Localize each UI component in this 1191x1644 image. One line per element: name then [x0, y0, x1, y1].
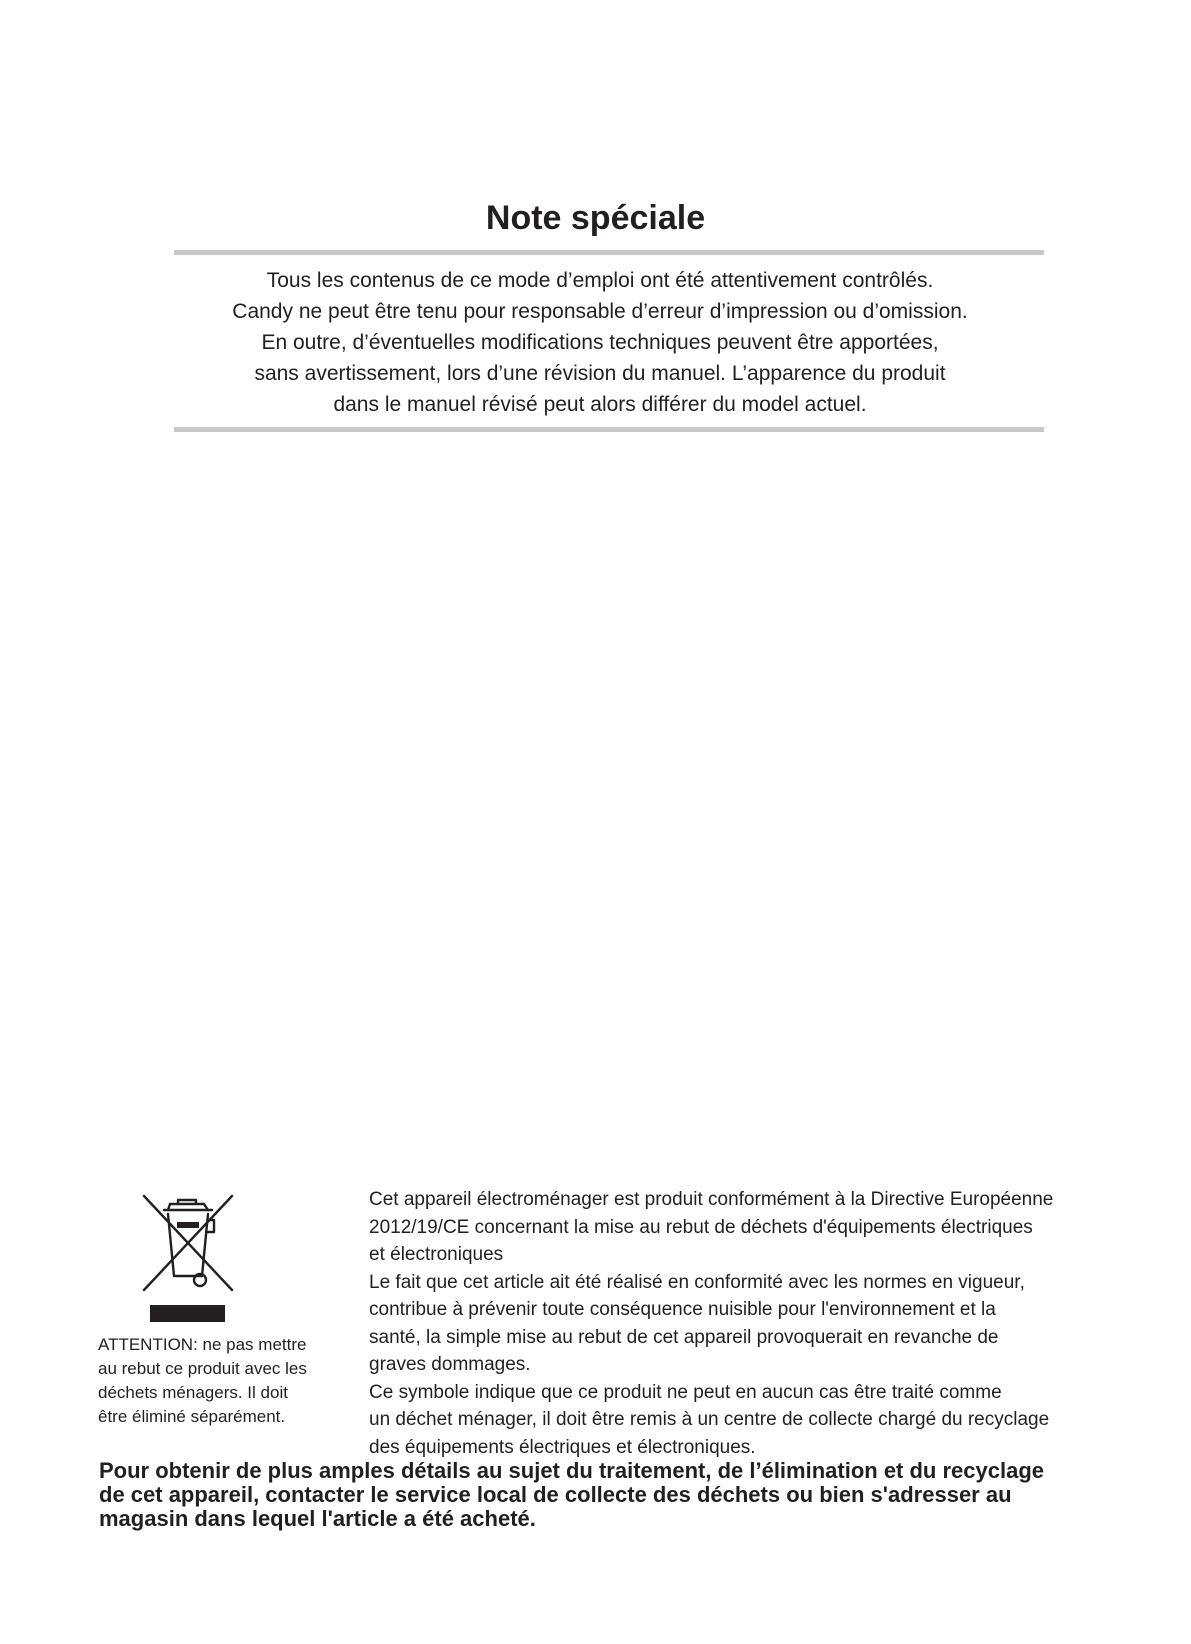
- directive-line: Cet appareil électroménager est produit conformément à la Directive Européenne: [369, 1189, 1054, 1210]
- attention-line: être éliminé séparément.: [98, 1407, 286, 1426]
- directive-line: et électroniques: [369, 1244, 504, 1265]
- directive-line: 2012/19/CE concernant la mise au rebut de déchets d'équipements électriques: [369, 1216, 1033, 1238]
- directive-line: Le fait que cet article ait été réalisé en conformité avec les normes en vigueur,: [369, 1271, 1025, 1293]
- notice-line: Candy ne peut être tenu pour responsable d’erreur d’impression ou d’omission.: [232, 300, 968, 323]
- crossed-out-wheeled-bin-icon: [140, 1190, 236, 1294]
- notice-line: En outre, d’éventuelles modifications techniques peuvent être apportées,: [261, 331, 939, 354]
- footer-line: de cet appareil, contacter le service local de collecte des déchets ou bien s'adresser au: [99, 1482, 1012, 1507]
- attention-line: déchets ménagers. Il doit: [98, 1383, 288, 1402]
- directive-line: graves dommages.: [369, 1354, 531, 1375]
- directive-line: un déchet ménager, il doit être remis à un centre de collecte chargé du recyclage: [369, 1409, 1050, 1430]
- directive-text: [369, 1186, 1129, 1461]
- bottom-divider: [174, 427, 1044, 432]
- attention-line: au rebut ce produit avec les: [98, 1359, 307, 1378]
- directive-line: santé, la simple mise au rebut de cet appareil provoquerait en revanche de: [369, 1326, 999, 1348]
- directive-line: Ce symbole indique que ce produit ne peut en aucun cas être traité comme: [369, 1381, 1002, 1403]
- attention-line: ATTENTION: ne pas mettre: [98, 1335, 307, 1354]
- footer-line: magasin dans lequel l'article a été acheté.: [99, 1506, 536, 1531]
- notice-line: dans le manuel révisé peut alors différer du model actuel.: [333, 393, 867, 416]
- footer-line: Pour obtenir de plus amples détails au sujet du traitement, de l’élimination et du recyclage: [99, 1458, 1045, 1483]
- notice-line: sans avertissement, lors d’une révision du manuel. L’apparence du produit: [254, 362, 946, 385]
- recycling-footer: [99, 1459, 1149, 1531]
- special-notice: [150, 265, 1050, 420]
- directive-line: contribue à prévenir toute conséquence nuisible pour l'environnement et la: [369, 1299, 996, 1320]
- page-title: Note spéciale: [485, 199, 706, 237]
- directive-line: des équipements électriques et électroniques.: [369, 1436, 756, 1458]
- attention-text: [98, 1333, 348, 1429]
- top-divider: [174, 250, 1044, 255]
- weee-bar-marker: [150, 1305, 225, 1322]
- notice-line: Tous les contenus de ce mode d’emploi ont été attentivement contrôlés.: [266, 269, 934, 292]
